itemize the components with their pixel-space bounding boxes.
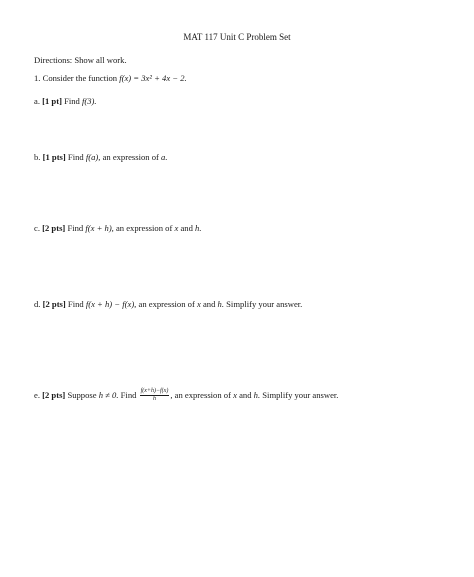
part-e-and: and <box>239 390 252 401</box>
part-e-tail: Simplify your answer. <box>262 390 339 401</box>
part-e-points: [2 pts] <box>42 390 66 401</box>
part-d-text: Find <box>67 299 84 309</box>
part-b-text: Find <box>67 152 84 162</box>
document-title: MAT 117 Unit C Problem Set <box>183 32 291 42</box>
part-a-label: a. <box>34 96 40 106</box>
part-a-math: f(3). <box>82 96 97 106</box>
part-e-text-after: , an expression of <box>170 390 231 401</box>
problem-1-statement <box>34 73 187 83</box>
difference-quotient-fraction <box>140 388 170 402</box>
part-d-text-after: an expression of <box>138 299 195 309</box>
part-d-label: d. <box>34 299 41 309</box>
part-a-points: [1 pt] <box>42 96 62 106</box>
part-c <box>34 223 201 233</box>
part-a-text: Find <box>64 96 80 106</box>
part-d-var1: x <box>196 299 201 309</box>
part-c-and: and <box>180 223 193 233</box>
function-expression: f(x) = 3x² + 4x − 2. <box>119 73 187 83</box>
part-d-points: [2 pts] <box>42 299 66 309</box>
part-c-points: [2 pts] <box>42 223 66 233</box>
part-c-var2: h. <box>195 223 202 233</box>
part-e-text: Suppose <box>67 390 97 401</box>
part-e-label: e. <box>34 390 40 401</box>
part-e-condition: h ≠ 0. <box>98 390 119 401</box>
part-b-math: f(a), <box>85 152 101 162</box>
part-e <box>34 389 338 403</box>
part-e-var2: h. <box>253 390 261 401</box>
part-e-var1: x <box>233 390 237 401</box>
part-c-text: Find <box>67 223 84 233</box>
fraction-denominator: h <box>152 395 156 402</box>
part-d-tail: Simplify your answer. <box>226 299 303 309</box>
part-d <box>34 299 302 309</box>
part-c-text-after: an expression of <box>115 223 173 233</box>
part-b <box>34 152 168 162</box>
part-c-var1: x <box>174 223 179 233</box>
part-c-label: c. <box>34 223 40 233</box>
part-b-label: b. <box>34 152 41 162</box>
problem-intro: 1. Consider the function <box>34 73 118 83</box>
part-d-and: and <box>202 299 216 309</box>
part-d-math: f(x + h) − f(x), <box>85 299 137 309</box>
part-d-var2: h. <box>217 299 224 309</box>
fraction-numerator: f(x+h)−f(x) <box>140 388 169 394</box>
part-b-var: a. <box>161 152 168 162</box>
part-b-text-after: an expression of <box>102 152 159 162</box>
part-b-points: [1 pts] <box>42 152 66 162</box>
part-a <box>34 96 97 106</box>
part-c-math: f(x + h), <box>85 223 114 233</box>
part-e-find: Find <box>120 390 137 401</box>
directions-line: Directions: Show all work. <box>34 55 127 65</box>
